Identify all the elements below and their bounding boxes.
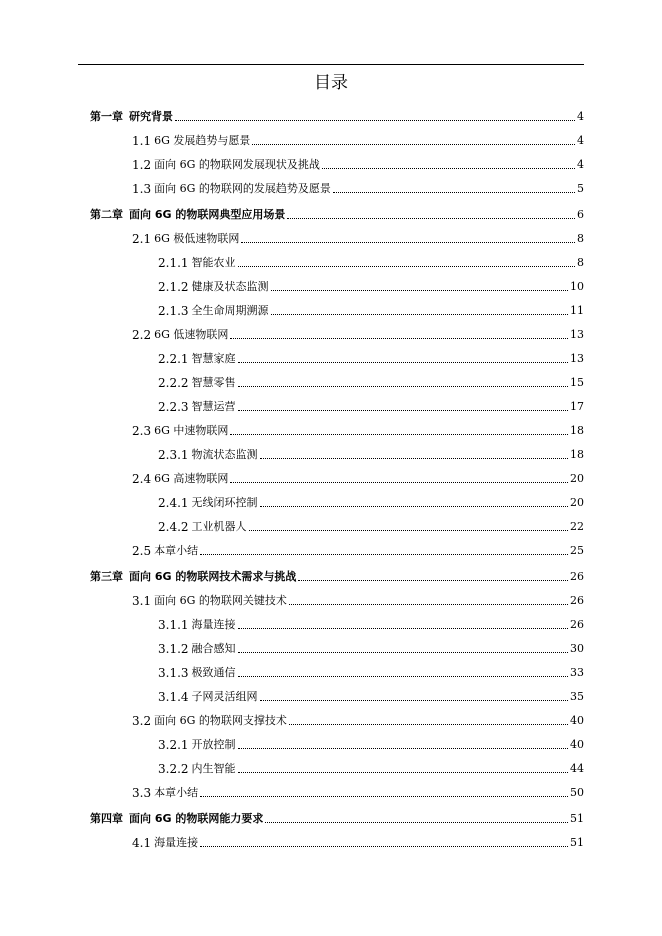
dot-leader — [252, 143, 575, 145]
toc-entry-title: 面向 6G 的物联网能力要求 — [129, 812, 264, 825]
dot-leader — [238, 361, 568, 363]
toc-entry-title: 本章小结 — [154, 544, 199, 557]
toc-entry-page-number: 51 — [570, 812, 584, 825]
toc-entry[interactable] — [132, 782, 584, 800]
toc-entry[interactable] — [90, 106, 584, 124]
toc-entry-number: 3.2.2 — [158, 762, 189, 776]
toc-entry-number: 2.3 — [132, 424, 152, 438]
dot-leader — [260, 505, 568, 507]
toc-entry[interactable] — [132, 540, 584, 558]
toc-entry-number: 2.4.2 — [158, 520, 189, 534]
dot-leader — [241, 241, 575, 243]
toc-entry-number: 第二章 — [90, 208, 123, 221]
toc-entry-page-number: 20 — [570, 496, 584, 509]
toc-entry-title: 面向 6G 的物联网支撑技术 — [154, 714, 287, 727]
toc-entry-page-number: 40 — [570, 738, 584, 751]
toc-entry-title: 6G 低速物联网 — [154, 328, 229, 341]
dot-leader — [238, 627, 568, 629]
toc-entry-title: 面向 6G 的物联网典型应用场景 — [129, 208, 286, 221]
toc-entry-title: 智能农业 — [191, 256, 236, 269]
toc-entry-number: 3.1.2 — [158, 642, 189, 656]
toc-entry-number: 第三章 — [90, 570, 123, 583]
dot-leader — [200, 553, 568, 555]
toc-entry-title: 智慧运营 — [191, 400, 236, 413]
dot-leader — [200, 795, 568, 797]
toc-entry-number: 2.1.2 — [158, 280, 189, 294]
toc-entry-number: 3.1.1 — [158, 618, 189, 632]
toc-entry-title: 6G 中速物联网 — [154, 424, 229, 437]
toc-entry-title: 内生智能 — [191, 762, 236, 775]
toc-entry-page-number: 35 — [570, 690, 584, 703]
toc-entry[interactable] — [158, 252, 584, 270]
toc-entry-page-number: 25 — [570, 544, 584, 557]
toc-entry-number: 第一章 — [90, 110, 123, 123]
dot-leader — [322, 167, 575, 169]
toc-entry-number: 1.3 — [132, 182, 152, 196]
toc-entry-page-number: 4 — [577, 158, 584, 171]
toc-entry-page-number: 17 — [570, 400, 584, 413]
dot-leader — [333, 191, 575, 193]
toc-entry-page-number: 30 — [570, 642, 584, 655]
dot-leader — [238, 385, 568, 387]
dot-leader — [238, 265, 575, 267]
toc-entry-number: 3.1.4 — [158, 690, 189, 704]
toc-entry[interactable] — [158, 686, 584, 704]
dot-leader — [238, 409, 568, 411]
toc-entry-page-number: 22 — [570, 520, 584, 533]
toc-entry[interactable] — [158, 492, 584, 510]
toc-entry-title: 全生命周期溯源 — [191, 304, 269, 317]
toc-entry-number: 第四章 — [90, 812, 123, 825]
toc-entry-page-number: 26 — [570, 594, 584, 607]
toc-entry-number: 3.1.3 — [158, 666, 189, 680]
toc-entry-page-number: 20 — [570, 472, 584, 485]
toc-entry-page-number: 33 — [570, 666, 584, 679]
header-rule — [78, 64, 584, 65]
toc-entry-title: 智慧零售 — [191, 376, 236, 389]
toc-entry[interactable] — [158, 758, 584, 776]
toc-entry[interactable] — [158, 734, 584, 752]
dot-leader — [271, 289, 568, 291]
toc-entry-title: 6G 高速物联网 — [154, 472, 229, 485]
toc-entry-number: 4.1 — [132, 836, 152, 850]
toc-entry-page-number: 5 — [577, 182, 584, 195]
toc-entry[interactable] — [132, 468, 584, 486]
dot-leader — [249, 529, 568, 531]
toc-entry-number: 2.5 — [132, 544, 152, 558]
toc-entry-page-number: 18 — [570, 448, 584, 461]
toc-entry-number: 2.2 — [132, 328, 152, 342]
toc-entry[interactable] — [158, 276, 584, 294]
toc-entry[interactable] — [132, 710, 584, 728]
dot-leader — [230, 433, 568, 435]
toc-entry-title: 海量连接 — [154, 836, 199, 849]
toc-entry[interactable] — [90, 566, 584, 584]
toc-entry[interactable] — [158, 638, 584, 656]
dot-leader — [298, 579, 568, 581]
toc-entry[interactable] — [158, 444, 584, 462]
toc-entry-page-number: 26 — [570, 618, 584, 631]
page-title: 目录 — [314, 73, 348, 93]
toc-entry[interactable] — [132, 420, 584, 438]
toc-entry-number: 3.2.1 — [158, 738, 189, 752]
toc-entry-number: 2.4 — [132, 472, 152, 486]
toc-entry-number: 3.1 — [132, 594, 152, 608]
toc-entry[interactable] — [132, 590, 584, 608]
toc-entry-title: 无线闭环控制 — [191, 496, 258, 509]
toc-entry-title: 智慧家庭 — [191, 352, 236, 365]
dot-leader — [230, 337, 568, 339]
toc-entry-title: 面向 6G 的物联网技术需求与挑战 — [129, 570, 297, 583]
toc-entry-number: 3.3 — [132, 786, 152, 800]
dot-leader — [289, 603, 568, 605]
toc-entry-page-number: 6 — [577, 208, 584, 221]
toc-entry-page-number: 51 — [570, 836, 584, 849]
toc-entry-title: 面向 6G 的物联网发展现状及挑战 — [154, 158, 320, 171]
toc-entry-number: 2.1 — [132, 232, 152, 246]
toc-entry[interactable] — [90, 204, 584, 222]
toc-entry[interactable] — [158, 396, 584, 414]
toc-entry-page-number: 4 — [577, 110, 584, 123]
toc-entry-number: 2.1.3 — [158, 304, 189, 318]
toc-entry-title: 本章小结 — [154, 786, 199, 799]
toc-entry-page-number: 8 — [577, 256, 584, 269]
toc-entry-title: 研究背景 — [129, 110, 173, 123]
toc-entry-page-number: 11 — [570, 304, 584, 317]
toc-entry[interactable] — [132, 228, 584, 246]
toc-entry[interactable] — [158, 372, 584, 390]
dot-leader — [238, 771, 568, 773]
toc-entry-page-number: 13 — [570, 328, 584, 341]
toc-entry-page-number: 26 — [570, 570, 584, 583]
toc-entry-page-number: 8 — [577, 232, 584, 245]
toc-entry-title: 工业机器人 — [191, 520, 247, 533]
toc-entry-title: 开放控制 — [191, 738, 236, 751]
dot-leader — [238, 675, 568, 677]
toc-entry[interactable] — [132, 832, 584, 850]
toc-entry-page-number: 50 — [570, 786, 584, 799]
dot-leader — [260, 457, 568, 459]
toc-entry-number: 1.1 — [132, 134, 152, 148]
toc-entry-number: 2.4.1 — [158, 496, 189, 510]
toc-entry[interactable] — [158, 348, 584, 366]
toc-entry-number: 2.2.1 — [158, 352, 189, 366]
toc-entry-title: 极致通信 — [191, 666, 236, 679]
dot-leader — [238, 651, 568, 653]
toc-entry-title: 面向 6G 的物联网的发展趋势及愿景 — [154, 182, 331, 195]
dot-leader — [175, 119, 575, 121]
dot-leader — [265, 821, 568, 823]
toc-entry-page-number: 18 — [570, 424, 584, 437]
toc-entry[interactable] — [158, 662, 584, 680]
toc-entry-title: 融合感知 — [191, 642, 236, 655]
toc-entry-page-number: 13 — [570, 352, 584, 365]
toc-entry-number: 2.1.1 — [158, 256, 189, 270]
dot-leader — [200, 845, 568, 847]
toc-entry-number: 2.3.1 — [158, 448, 189, 462]
toc-entry-number: 2.2.3 — [158, 400, 189, 414]
dot-leader — [287, 217, 575, 219]
dot-leader — [260, 699, 568, 701]
toc-entry-page-number: 40 — [570, 714, 584, 727]
toc-entry-title: 面向 6G 的物联网关键技术 — [154, 594, 287, 607]
toc-entry[interactable] — [90, 808, 584, 826]
toc-entry-page-number: 44 — [570, 762, 584, 775]
dot-leader — [271, 313, 568, 315]
toc-entry-number: 1.2 — [132, 158, 152, 172]
toc-entry[interactable] — [132, 178, 584, 196]
dot-leader — [238, 747, 568, 749]
toc-entry-page-number: 15 — [570, 376, 584, 389]
toc-entry[interactable] — [158, 300, 584, 318]
dot-leader — [289, 723, 568, 725]
toc-entry[interactable] — [158, 516, 584, 534]
toc-entry-title: 6G 发展趋势与愿景 — [154, 134, 251, 147]
toc-entry-number: 3.2 — [132, 714, 152, 728]
toc-entry-title: 6G 极低速物联网 — [154, 232, 240, 245]
toc-entry-title: 健康及状态监测 — [191, 280, 269, 293]
toc-entry-page-number: 10 — [570, 280, 584, 293]
toc-entry-title: 海量连接 — [191, 618, 236, 631]
toc-entry[interactable] — [132, 154, 584, 172]
toc-entry-title: 子网灵活组网 — [191, 690, 258, 703]
toc-entry[interactable] — [158, 614, 584, 632]
toc-entry-number: 2.2.2 — [158, 376, 189, 390]
dot-leader — [230, 481, 568, 483]
toc-entry[interactable] — [132, 130, 584, 148]
toc-entry-title: 物流状态监测 — [191, 448, 258, 461]
toc-entry-page-number: 4 — [577, 134, 584, 147]
toc-entry[interactable] — [132, 324, 584, 342]
